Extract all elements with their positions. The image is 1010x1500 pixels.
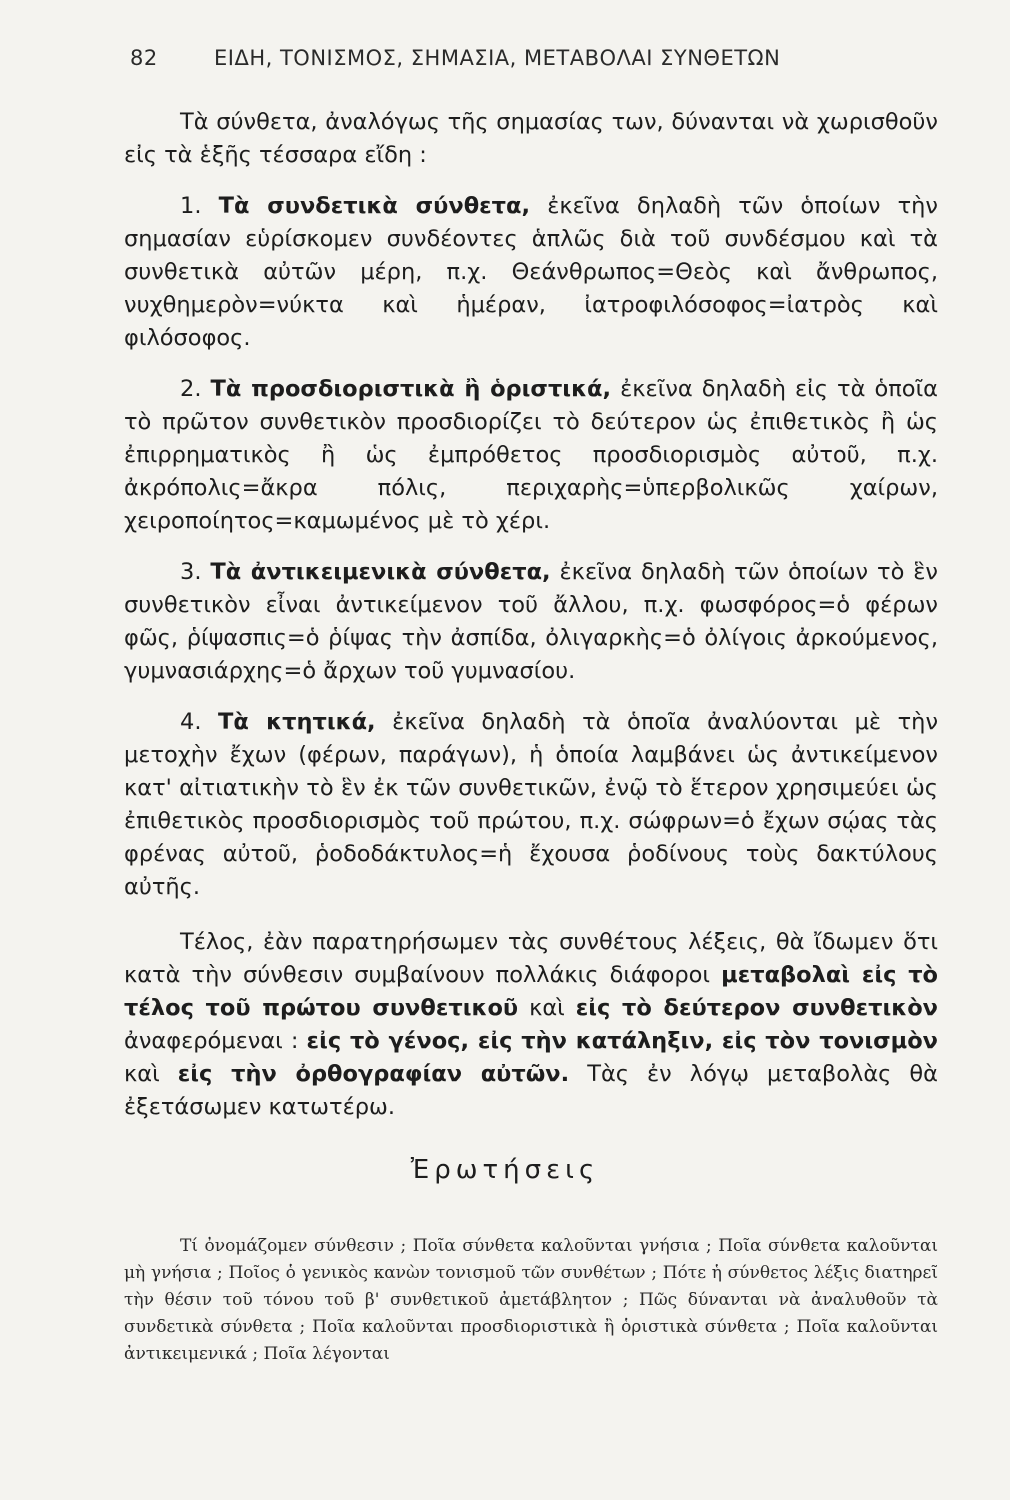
main-text [124,106,938,1142]
item-number: 3. [180,559,202,585]
item-text: ἐκεῖνα δηλαδὴ τῶν ὁποίων τὸ ἓν συνθετικὸν εἶναι ἀντικείμενον τοῦ ἄλλου, π.χ. φωσφόρος=ὁ φέρων φῶς, ῥίψασπις=ὁ ῥίψας τὴν ἀσπίδα, ὀλιγαρκὴς=ὁ ὀλίγοις ἀρκούμενος, γυμνασιάρχης=ὁ ἄρχων τοῦ γυμνασίου. [124,559,938,684]
closing-paragraph [124,926,938,1124]
closing-text: Τὰς ἐν λόγῳ μεταβολὰς θὰ ἐξετάσωμεν κατωτέρω. [124,1061,938,1120]
intro-paragraph: Τὰ σύνθετα, ἀναλόγως τῆς σημασίας των, δύνανται νὰ χωρισθοῦν εἰς τὰ ἑξῆς τέσσαρα εἴδη : [124,109,938,168]
item-term: Τὰ προσδιοριστικὰ ἢ ὁριστικά, [210,376,612,402]
item-text: ἐκεῖνα δηλαδὴ τῶν ὁποίων τὴν σημασίαν εὑρίσκομεν συνδέοντες ἁπλῶς διὰ τοῦ συνδέσμου καὶ τὰ συνθετικὰ αὐτῶν μέρη, π.χ. Θεάνθρωπος=Θεὸς καὶ ἄνθρωπος, νυχθημερὸν=νύκτα καὶ ἡμέραν, ἰατροφιλόσοφος=ἰατρὸς καὶ φιλόσοφος. [124,193,938,351]
closing-text: καὶ [529,995,565,1021]
closing-text: καὶ [124,1061,160,1087]
questions-heading: Ἐρωτήσεις [410,1155,600,1185]
questions-block [124,1233,938,1368]
item-number: 1. [180,193,202,219]
questions-text: Τί ὀνομάζομεν σύνθεσιν ; Ποῖα σύνθετα καλοῦνται γνήσια ; Ποῖα σύνθετα καλοῦνται μὴ γνήσια ; Ποῖος ὁ γενικὸς κανὼν τονισμοῦ τῶν συνθέτων ; Πότε ἡ σύνθετος λέξις διατηρεῖ τὴν θέσιν τοῦ τόνου τοῦ β' συνθετικοῦ ἀμετάβλητον ; Πῶς δύνανται νὰ ἀναλυθοῦν τὰ συνδετικὰ σύνθετα ; Ποῖα καλοῦνται προσδιοριστικὰ ἢ ὁριστικὰ σύνθετα ; Ποῖα καλοῦνται ἀντικειμενικά ; Ποῖα λέγονται [124,1236,938,1364]
item-paragraph-2 [124,373,938,538]
item-text: ἐκεῖνα δηλαδὴ τὰ ὁποῖα ἀναλύονται μὲ τὴν μετοχὴν ἔχων (φέρων, παράγων), ἡ ὁποία λαμβάνει ὡς ἀντικείμενον κατ' αἰτιατικὴν τὸ ἓν ἐκ τῶν συνθετικῶν, ἐνῷ τὸ ἕτερον χρησιμεύει ὡς ἐπιθετικὸς προσδιορισμὸς τοῦ πρώτου, π.χ. σώφρων=ὁ ἔχων σῴας τὰς φρένας αὐτοῦ, ῥοδοδάκτυλος=ἡ ἔχουσα ῥοδίνους τοὺς δακτύλους αὐτῆς. [124,709,939,900]
closing-text: ἀναφερόμεναι : [124,1028,299,1054]
item-term: Τὰ συνδετικὰ σύνθετα, [218,193,531,219]
item-text: ἐκεῖνα δηλαδὴ εἰς τὰ ὁποῖα τὸ πρῶτον συνθετικὸν προσδιορίζει τὸ δεύτερον ὡς ἐπιθετικὸς ἢ ὡς ἐπιρρηματικὸς ἢ ὡς ἐμπρόθετος προσδιορισμὸς αὐτοῦ, π.χ. ἀκρόπολις=ἄκρα πόλις, περιχαρὴς=ὑπερβολικῶς χαίρων, χειροποίητος=καμωμένος μὲ τὸ χέρι. [124,376,939,534]
item-number: 4. [180,709,202,735]
closing-emphasis: εἰς τὴν ὀρθογραφίαν αὐτῶν. [177,1061,570,1087]
running-header [130,46,850,70]
closing-emphasis: μεταβολαὶ εἰς τὸ τέλος τοῦ πρώτου συνθετικοῦ [124,962,939,1021]
item-number: 2. [180,376,202,402]
closing-text: Τέλος, ἐὰν παρατηρήσωμεν τὰς συνθέτους λέξεις, θὰ ἴδωμεν ὅτι κατὰ τὴν σύνθεσιν συμβαίνουν πολλάκις διάφοροι [124,929,938,988]
item-paragraph-3 [124,556,938,688]
running-title: ΕΙΔΗ, ΤΟΝΙΣΜΟΣ, ΣΗΜΑΣΙΑ, ΜΕΤΑΒΟΛΑΙ ΣΥΝΘΕΤΩΝ [214,46,781,70]
page-number: 82 [130,46,158,70]
item-term: Τὰ κτητικά, [218,709,376,735]
item-paragraph-1 [124,190,938,355]
item-term: Τὰ ἀντικειμενικὰ σύνθετα, [210,559,551,585]
item-paragraph-4 [124,706,938,904]
closing-emphasis: εἰς τὸ γένος, εἰς τὴν κατάληξιν, εἰς τὸν τονισμὸν [306,1028,938,1054]
closing-emphasis: εἰς τὸ δεύτερον συνθετικὸν [575,995,939,1021]
